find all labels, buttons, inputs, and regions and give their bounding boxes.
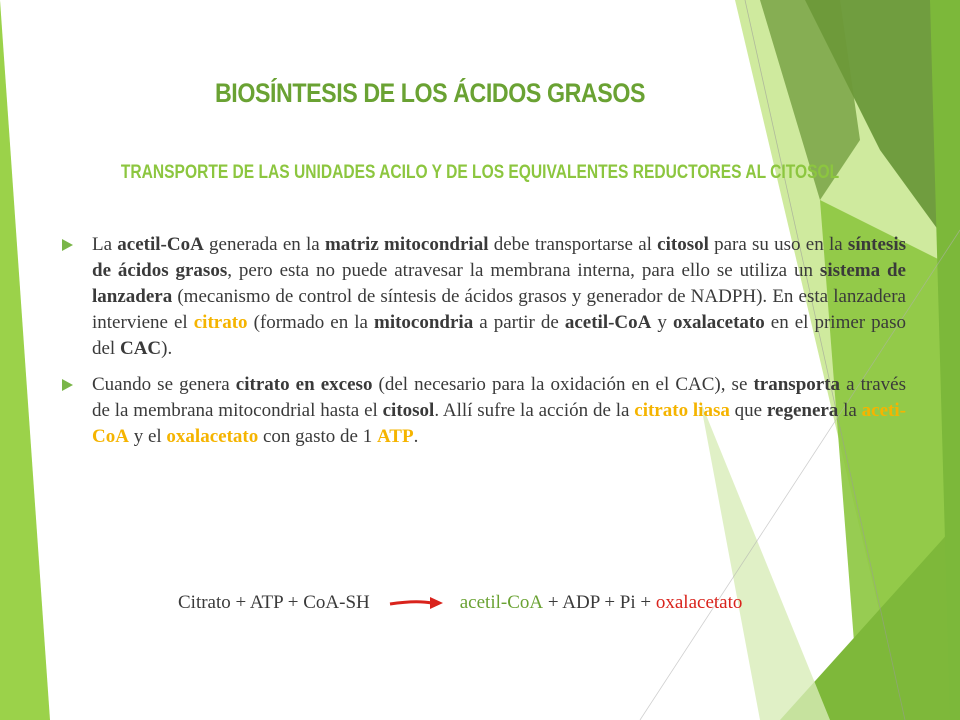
triangle-bullet-icon: [62, 379, 73, 391]
equation-products-middle: + ADP + Pi +: [543, 592, 656, 613]
equation-product-oxaloacetate: oxalacetato: [655, 592, 743, 613]
reaction-arrow-icon: [388, 594, 444, 612]
bullet-item-2: Cuando se genera citrato en exceso (del necesario para la oxidación en el CAC), se transporta a través de la membrana mitocondrial hasta el citosol. Allí sufre la acción de la citrato liasa que regenera la aceti-CoA y el oxalacetato con gasto de 1 ATP.: [62, 372, 906, 450]
equation-product-acetyl-coa: acetil-CoA: [459, 592, 544, 613]
triangle-bullet-icon: [62, 239, 73, 251]
slide-title: BIOSÍNTESIS DE LOS ÁCIDOS GRASOS: [214, 78, 646, 108]
equation-reactants: Citrato + ATP + CoA-SH: [178, 592, 370, 613]
bullet-item-1: La acetil-CoA generada en la matriz mitocondrial debe transportarse al citosol para su uso en la síntesis de ácidos grasos, pero esta no puede atravesar la membrana interna, para ello se utiliza un sistema de lanzadera (mecanismo de control de síntesis de ácidos grasos y generador de NADPH). En esta lanzadera interviene el citrato (formado en la mitocondria a partir de acetil-CoA y oxalacetato en el primer paso del CAC).: [62, 232, 906, 362]
reaction-equation: [178, 592, 742, 614]
bullet-list: [62, 232, 906, 460]
slide-subtitle: TRANSPORTE DE LAS UNIDADES ACILO Y DE LOS EQUIVALENTES REDUCTORES AL CITOSOL: [120, 162, 840, 183]
